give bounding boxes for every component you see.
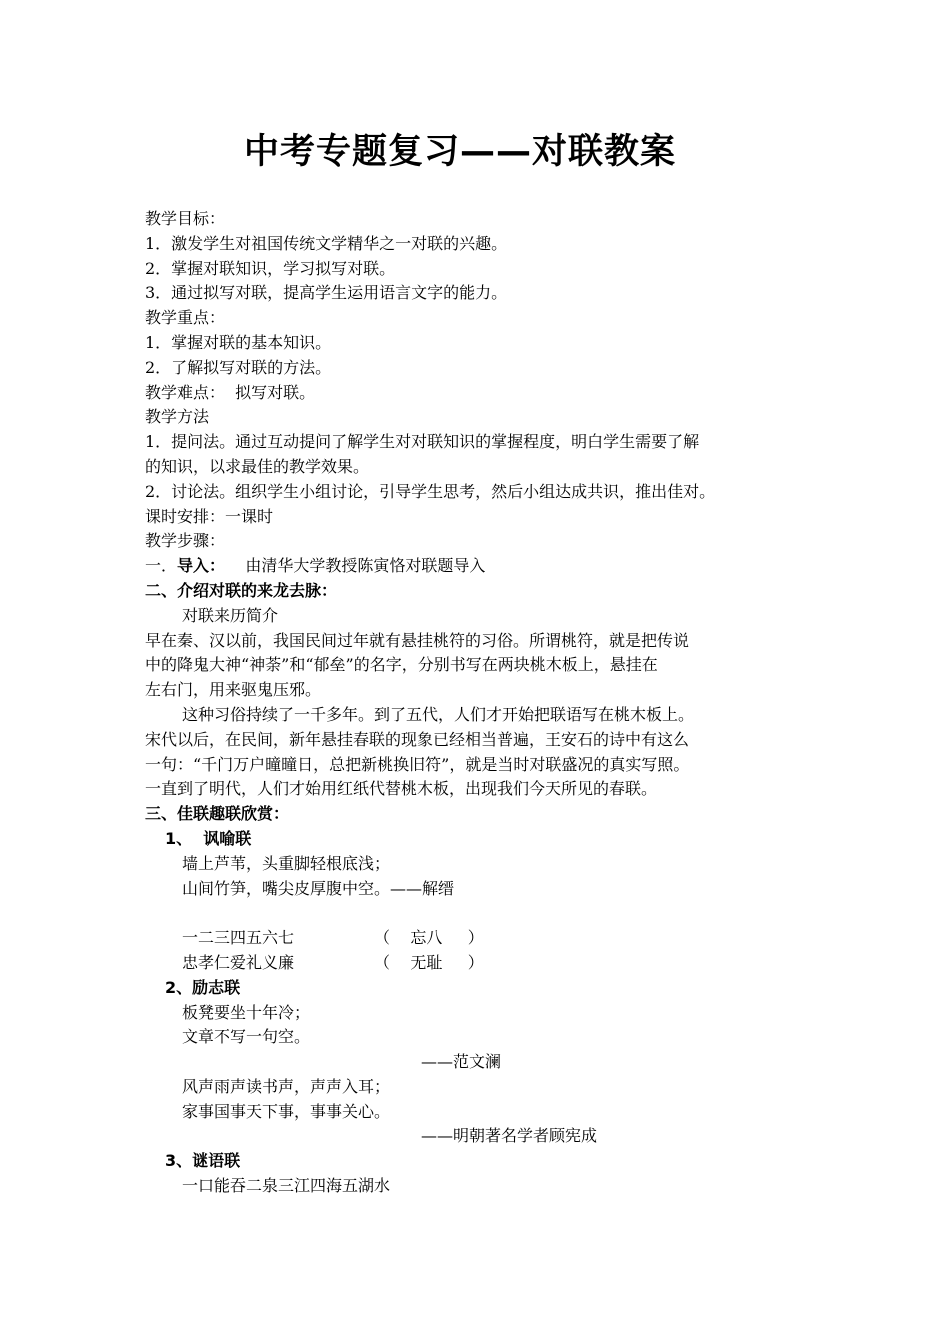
section2-subheading: 对联来历简介 bbox=[182, 605, 279, 625]
couplet-line: 风声雨声读书声，声声入耳； bbox=[182, 1076, 391, 1096]
history-para2-line: 一直到了明代，人们才始用红纸代替桃木板，出现我们今天所见的春联。 bbox=[145, 779, 658, 799]
couplet-credit: ——明朝著名学者顾宪成 bbox=[421, 1126, 598, 1146]
method-item-2: 2．讨论法。组织学生小组讨论，引导学生思考，然后小组达成共识，推出佳对。 bbox=[145, 481, 716, 501]
steps-heading: 教学步骤： bbox=[145, 531, 226, 551]
method-item-1-line2: 的知识，以求最佳的教学效果。 bbox=[145, 456, 370, 476]
riddle-pair-1 bbox=[145, 926, 825, 951]
riddle-pair-2-left: 忠孝仁爱礼义廉 bbox=[182, 952, 295, 972]
objective-item: 2．掌握对联知识，学习拟写对联。 bbox=[145, 258, 396, 278]
objectives-heading: 教学目标： bbox=[145, 209, 226, 228]
method-item-1-line1: 1．提问法。通过互动提问了解学生对对联知识的掌握程度，明白学生需要了解 bbox=[145, 432, 700, 452]
riddle-heading: 3、谜语联 bbox=[165, 1151, 241, 1171]
couplet-line: 山间竹笋，嘴尖皮厚腹中空。——解缙 bbox=[182, 878, 455, 898]
objective-item: 3．通过拟写对联，提高学生运用语言文字的能力。 bbox=[145, 283, 508, 303]
riddle-pair-2 bbox=[145, 951, 825, 976]
section1-label: 导入： bbox=[177, 556, 226, 576]
riddle-pair-1-right: （ 忘八 ） bbox=[374, 928, 484, 948]
key-points-heading: 教学重点： bbox=[145, 308, 226, 328]
section1-line bbox=[145, 554, 825, 579]
history-para2-line: 一句：“千门万户曈曈日，总把新桃换旧符”，就是当时对联盛况的真实写照。 bbox=[145, 754, 690, 774]
history-para2-line: 宋代以后，在民间，新年悬挂春联的现象已经相当普遍，王安石的诗中有这么 bbox=[145, 729, 690, 749]
couplet-line: 一口能吞二泉三江四海五湖水 bbox=[182, 1176, 391, 1196]
couplet-line: 家事国事天下事，事事关心。 bbox=[182, 1101, 391, 1121]
objective-item: 1．激发学生对祖国传统文学精华之一对联的兴趣。 bbox=[145, 233, 508, 253]
couplet-line: 文章不写一句空。 bbox=[182, 1027, 311, 1047]
section3-heading: 三、佳联趣联欣赏： bbox=[145, 804, 290, 824]
history-para1-line: 早在秦、汉以前，我国民间过年就有悬挂桃符的习俗。所谓桃符，就是把传说 bbox=[145, 630, 690, 650]
satire-heading: 1、 讽喻联 bbox=[165, 828, 252, 848]
history-para1-line: 中的降鬼大神“神荼”和“郁垒”的名字，分别书写在两块桃木板上，悬挂在 bbox=[145, 655, 658, 675]
couplet-line: 墙上芦苇，头重脚轻根底浅； bbox=[182, 853, 391, 873]
riddle-pair-2-right: （ 无耻 ） bbox=[374, 952, 484, 972]
inspire-heading: 2、励志联 bbox=[165, 977, 241, 997]
methods-heading: 教学方法 bbox=[145, 407, 210, 427]
document-body bbox=[145, 207, 825, 1199]
riddle-pair-1-left: 一二三四五六七 bbox=[182, 928, 295, 948]
key-point-item: 2．了解拟写对联的方法。 bbox=[145, 357, 332, 377]
schedule-line: 课时安排：一课时 bbox=[145, 506, 274, 526]
section1-text: 由清华大学教授陈寅恪对联题导入 bbox=[225, 556, 486, 576]
difficulty-line: 教学难点： 拟写对联。 bbox=[145, 382, 316, 402]
section1-prefix: 一． bbox=[145, 556, 178, 576]
history-para2-first-line: 这种习俗持续了一千多年。到了五代，人们才开始把联语写在桃木板上。 bbox=[182, 704, 695, 724]
spacer bbox=[145, 901, 825, 926]
section2-heading: 二、介绍对联的来龙去脉： bbox=[145, 580, 338, 600]
page-title: 中考专题复习——对联教案 bbox=[243, 132, 676, 172]
couplet-credit: ——范文澜 bbox=[421, 1052, 502, 1072]
history-para1-line: 左右门，用来驱鬼压邪。 bbox=[145, 680, 322, 700]
key-point-item: 1．掌握对联的基本知识。 bbox=[145, 332, 332, 352]
couplet-line: 板凳要坐十年冷； bbox=[182, 1002, 311, 1022]
